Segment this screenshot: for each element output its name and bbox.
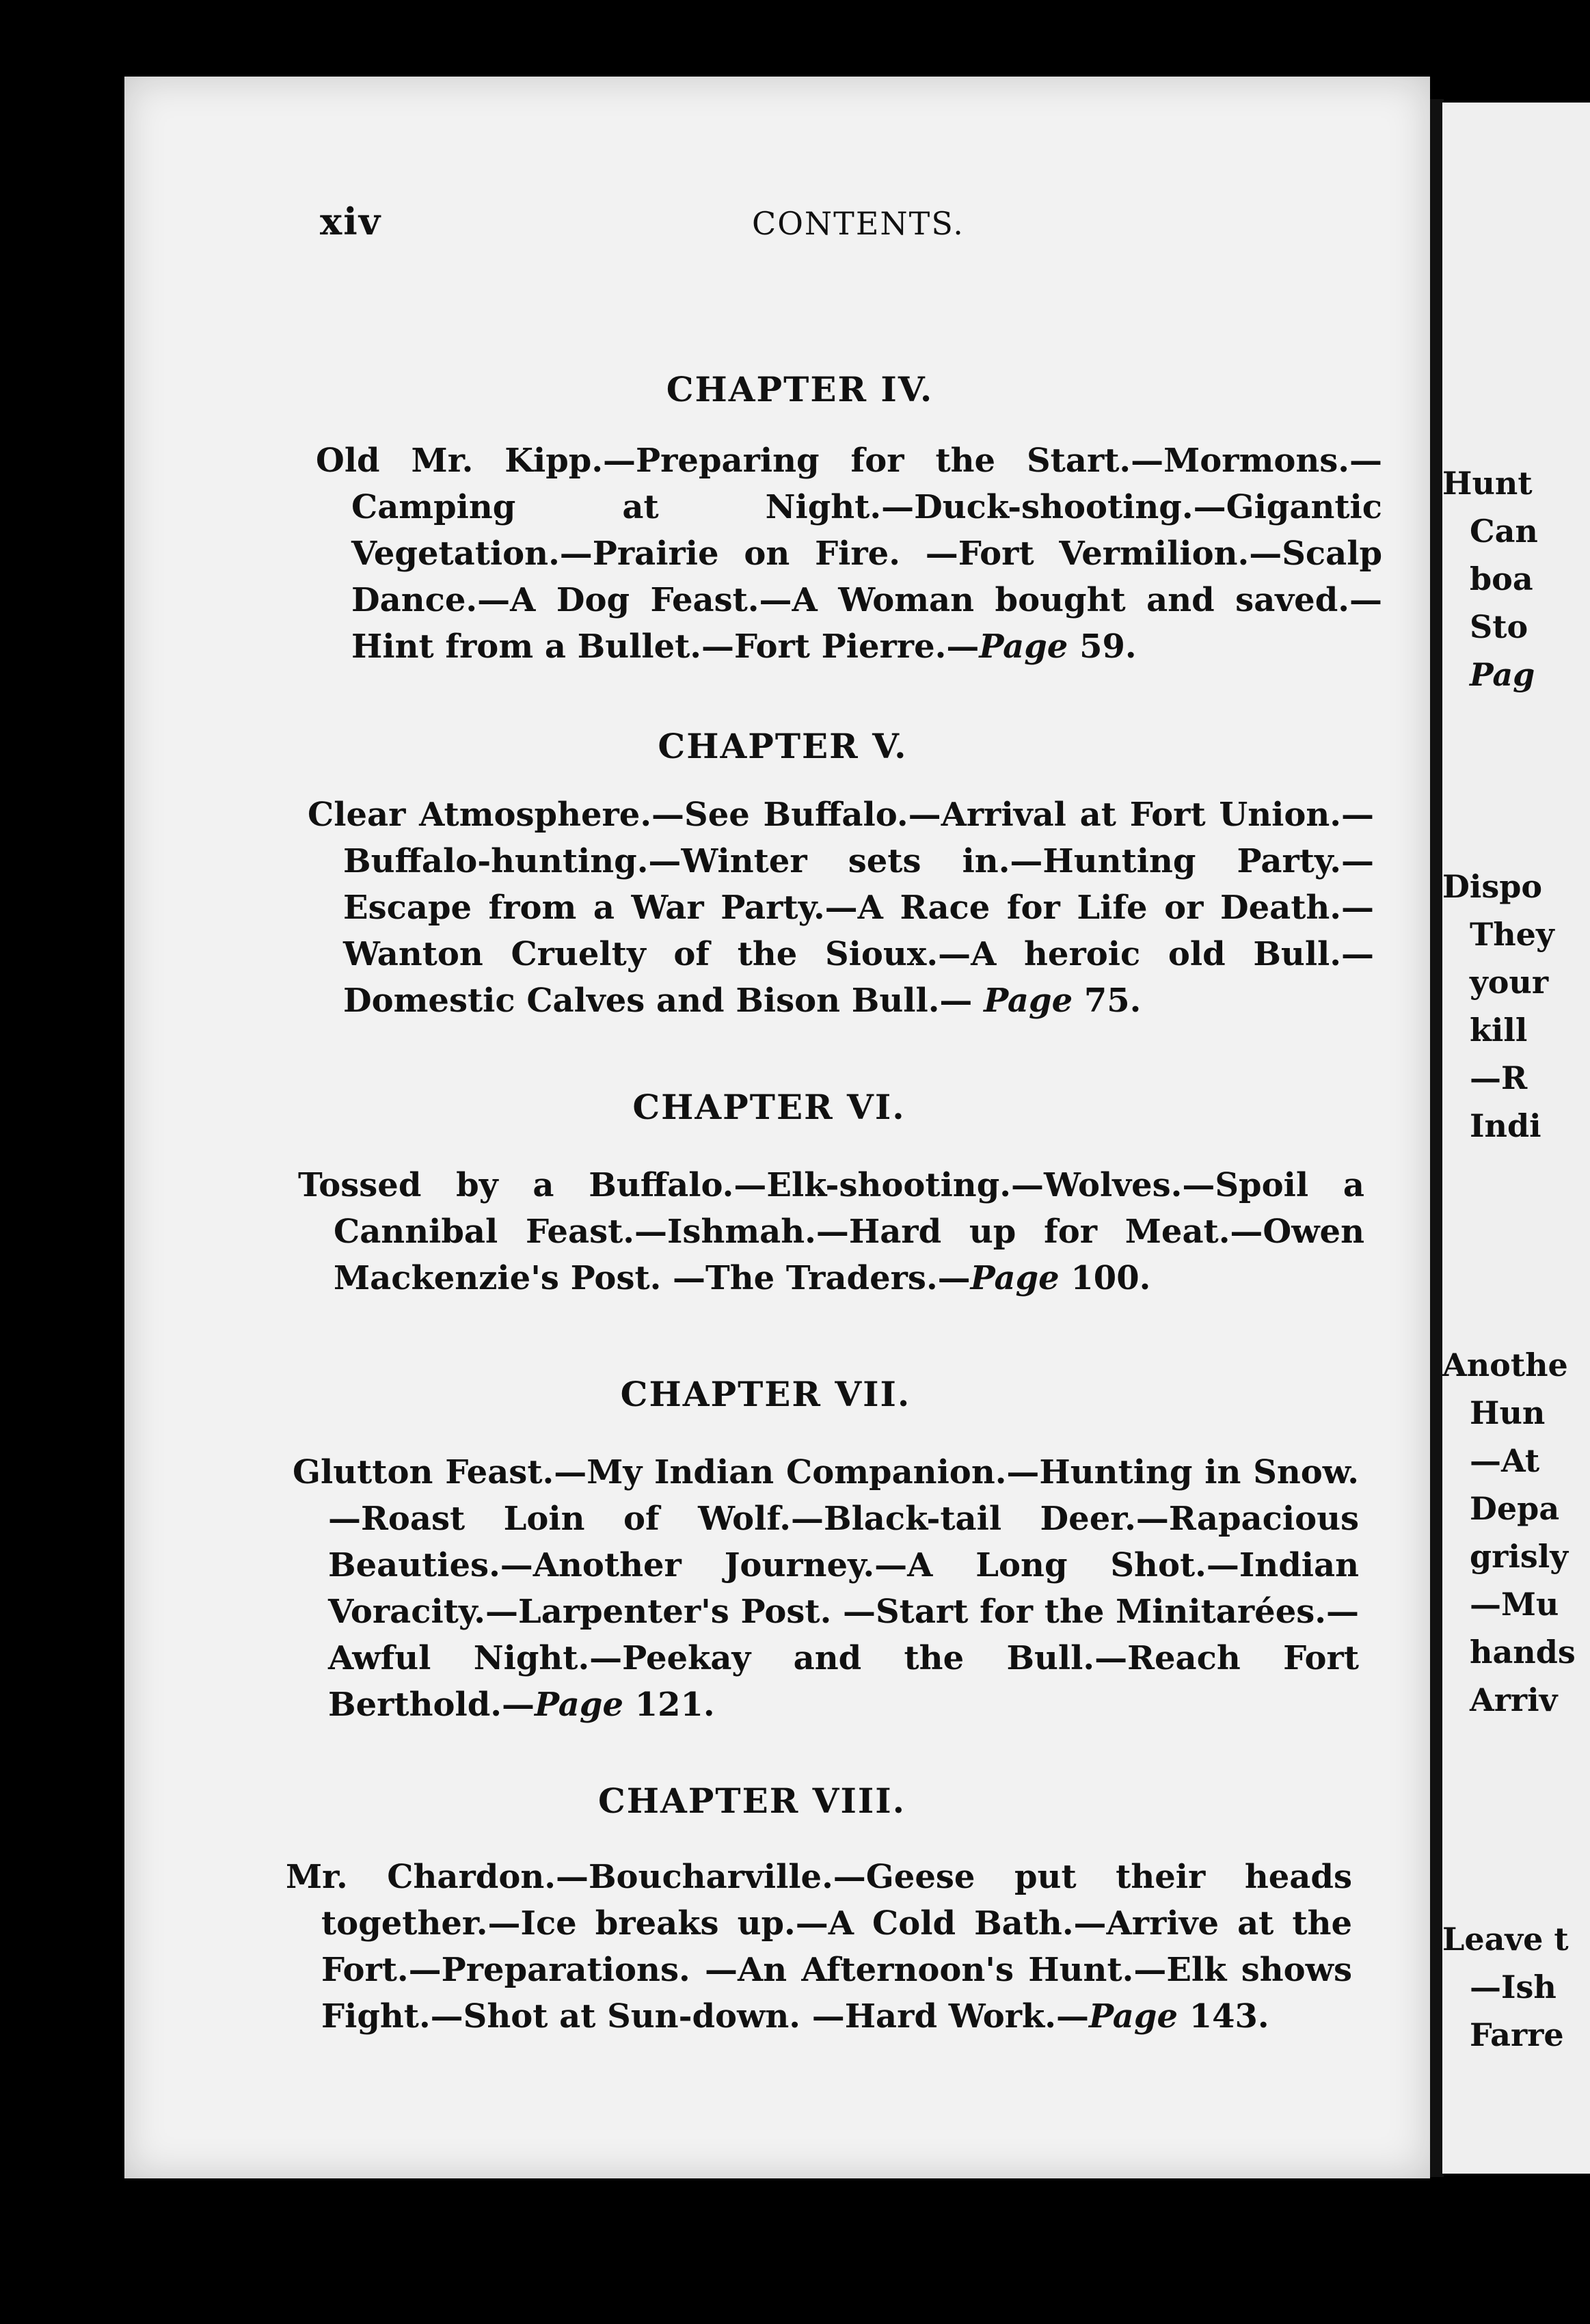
page-number: xiv — [320, 200, 382, 243]
chapter-summary — [293, 1449, 1359, 1728]
facing-page-fragment: kill — [1470, 1012, 1528, 1049]
page-reference-number: 59. — [1079, 627, 1137, 666]
chapter-heading: CHAPTER VII. — [620, 1374, 911, 1414]
facing-page-fragment: Dispo — [1442, 868, 1543, 905]
facing-page-fragment: Leave t — [1442, 1921, 1569, 1958]
page-reference-number: 75. — [1083, 982, 1142, 1020]
facing-page — [1442, 103, 1590, 2174]
chapter-summary-text: Old Mr. Kipp.—Preparing for the Start.—Mormons.—Camping at Night.—Duck-shooting.—Gigantic Vegetation.—Prairie on Fire. —Fort Vermilion.—Scalp Dance.—A Dog Feast.—A Woman bought and saved.—Hint from a Bullet.—Fort Pierre.— — [316, 442, 1382, 666]
page-label: Page — [1088, 1997, 1178, 2036]
page-reference — [535, 1686, 715, 1724]
facing-page-fragment: —Ish — [1470, 1969, 1557, 2005]
facing-page-fragment: Indi — [1470, 1107, 1541, 1144]
chapter-summary-text: Mr. Chardon.—Boucharville.—Geese put their heads together.—Ice breaks up.—A Cold Bath.—Arrive at the Fort.—Preparations. —An Afternoon's Hunt.—Elk shows Fight.—Shot at Sun-down. —Hard Work.— — [286, 1858, 1352, 2036]
page-label: Page — [979, 627, 1068, 666]
facing-page-fragment: hands — [1470, 1634, 1576, 1671]
chapter-summary-text: Tossed by a Buffalo.—Elk-shooting.—Wolves.—Spoil a Cannibal Feast.—Ishmah.—Hard up for Meat.—Owen Mackenzie's Post. —The Traders.— — [298, 1166, 1364, 1297]
chapter-summary — [316, 437, 1382, 670]
chapter-heading: CHAPTER VIII. — [597, 1781, 906, 1821]
chapter-summary-text: Clear Atmosphere.—See Buffalo.—Arrival at Fort Union.—Buffalo-hunting.—Winter sets in.—Hunting Party.—Escape from a War Party.—A Race for Life or Death.—Wanton Cruelty of the Sioux.—A heroic old Bull.—Domestic Calves and Bison Bull.— — [308, 796, 1374, 1020]
chapter-summary — [298, 1162, 1364, 1301]
page-reference — [979, 627, 1136, 666]
facing-page-fragment: Can — [1470, 513, 1538, 550]
page-label: Page — [535, 1686, 624, 1724]
page-reference — [984, 982, 1141, 1020]
facing-page-fragment: your — [1470, 964, 1549, 1001]
facing-page-fragment: —At — [1470, 1442, 1540, 1479]
facing-page-fragment: Sto — [1470, 608, 1528, 645]
chapter-summary — [286, 1854, 1352, 2040]
page-reference-number: 143. — [1189, 1997, 1269, 2036]
chapter-heading: CHAPTER IV. — [666, 369, 934, 409]
page-reference — [1089, 1997, 1269, 2036]
page-reference-number: 100. — [1070, 1259, 1151, 1297]
page-label: Page — [970, 1259, 1060, 1297]
page-reference-number: 121. — [634, 1686, 715, 1724]
facing-page-fragment: Anothe — [1442, 1347, 1568, 1383]
chapter-heading: CHAPTER VI. — [632, 1087, 906, 1127]
facing-page-fragment: boa — [1470, 560, 1533, 597]
facing-page-fragment: They — [1470, 916, 1554, 953]
facing-page-fragment: Pag — [1470, 656, 1535, 693]
facing-page-fragment: Arriv — [1470, 1681, 1558, 1718]
page-gutter — [1430, 99, 1444, 2177]
facing-page-fragment: Farre — [1470, 2016, 1564, 2053]
chapter-summary — [308, 792, 1374, 1024]
facing-page-fragment: Depa — [1470, 1490, 1560, 1527]
running-head: CONTENTS. — [752, 205, 965, 242]
facing-page-fragment: Hunt — [1442, 465, 1533, 502]
chapter-summary-text: Glutton Feast.—My Indian Companion.—Hunting in Snow.—Roast Loin of Wolf.—Black-tail Deer.—Rapacious Beauties.—Another Journey.—A Long Shot.—Indian Voracity.—Larpenter's Post. —Start for the Minitarées.—Awful Night.—Peekay and the Bull.—Reach Fort Berthold.— — [293, 1453, 1359, 1724]
facing-page-fragment: Hun — [1470, 1394, 1546, 1431]
page-reference — [971, 1259, 1151, 1297]
chapter-heading: CHAPTER V. — [658, 726, 908, 766]
facing-page-fragment: —Mu — [1470, 1586, 1559, 1623]
facing-page-fragment: —R — [1470, 1059, 1528, 1096]
page-label: Page — [984, 982, 1073, 1020]
facing-page-fragment: grisly — [1470, 1538, 1568, 1575]
